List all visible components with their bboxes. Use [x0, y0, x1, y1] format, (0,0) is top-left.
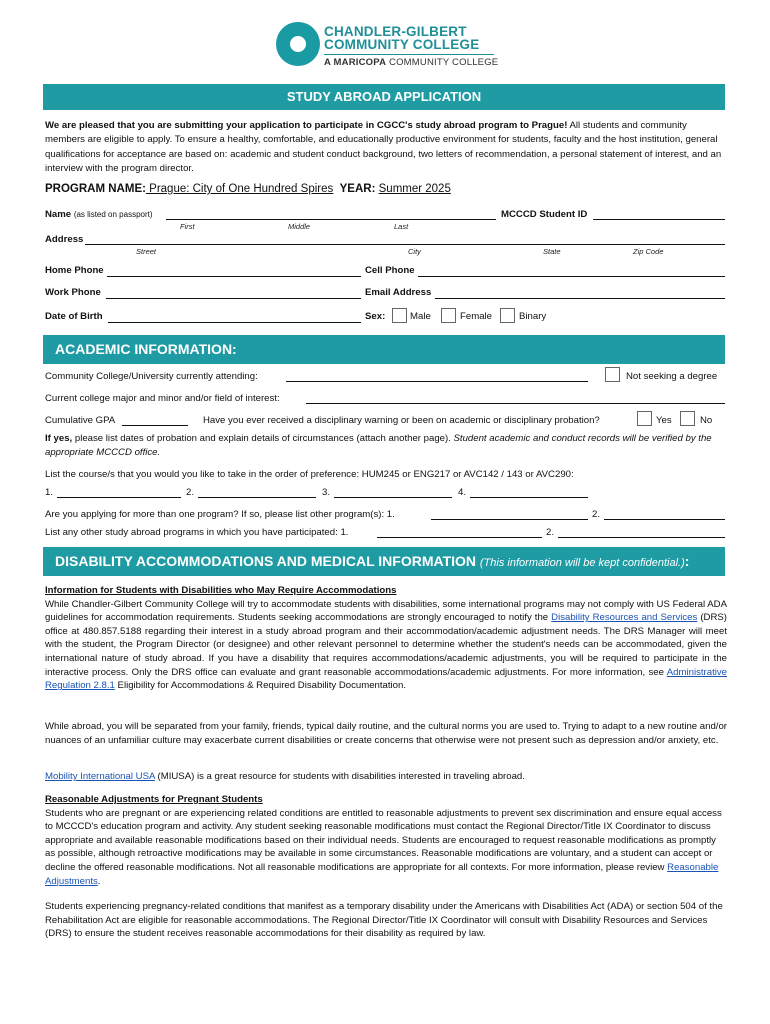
female-checkbox[interactable] — [441, 308, 456, 323]
other-programs-label: List any other study abroad programs in which you have participated: 1. — [45, 527, 349, 538]
address-label: Address — [45, 234, 84, 245]
more-program-1-input[interactable] — [431, 519, 588, 520]
student-id-label: MCCCD Student ID — [501, 209, 588, 220]
course-1-number: 1. — [45, 487, 54, 498]
more-program-2-number: 2. — [592, 509, 601, 520]
miusa-link[interactable]: Mobility International USA — [45, 771, 155, 782]
course-1-input[interactable] — [57, 497, 181, 498]
academic-section-header: ACADEMIC INFORMATION: — [43, 335, 725, 364]
email-input[interactable] — [435, 298, 725, 299]
not-seeking-degree-label: Not seeking a degree — [626, 371, 718, 382]
major-label: Current college major and minor and/or field of interest: — [45, 393, 280, 404]
disciplinary-yes-checkbox[interactable] — [637, 411, 652, 426]
miusa-paragraph: Mobility International USA (MIUSA) is a great resource for students with disabilities interested in traveling abroad. — [45, 771, 525, 782]
sex-label: Sex: — [365, 311, 386, 322]
other-program-2-input[interactable] — [558, 537, 725, 538]
logo-line-1: CHANDLER-GILBERT — [324, 24, 467, 39]
if-yes-note: If yes, please list dates of probation and explain details of circumstances (attach another page). Student academic and conduct records will be verified by the appropriate MCCCD office. — [45, 433, 712, 459]
disability-section-header: DISABILITY ACCOMMODATIONS AND MEDICAL INFORMATION (This information will be kept confidential.): — [43, 547, 725, 576]
logo-line-2: COMMUNITY COLLEGE — [324, 37, 480, 52]
program-line — [45, 183, 451, 195]
program-name-label: PROGRAM NAME: — [45, 183, 146, 195]
college-logo-icon — [276, 22, 320, 66]
courses-label: List the course/s that you would you like to take in the order of preference: HUM245 or ENG217 or AVC142 / 143 or AVC290: — [45, 469, 574, 480]
name-input[interactable] — [166, 219, 496, 220]
logo-tagline: A MARICOPA COMMUNITY COLLEGE — [324, 57, 499, 68]
disciplinary-no-label: No — [700, 415, 713, 426]
year-value: Summer 2025 — [378, 183, 451, 195]
email-label: Email Address — [365, 287, 432, 298]
more-program-2-input[interactable] — [604, 519, 725, 520]
pregnancy-paragraph: Students who are pregnant or are experiencing related conditions are entitled to reasonable adjustments to prevent sex discrimination and ensure equal access to MCCCD's education program and activity. Any student seeking reasonable modifications must contact the Regional Director/Title IX Coordinator to discuss appropriate and available reasonable modifications based on their individual needs. Students are encouraged to request reasonable modifications as promptly as possible, although retroactive modifications may be available in some circumstances. Reasonable modifications are voluntary, and a student can accept or decline the offered reasonable modifications. Not all reasonable modifications are appropriate for all contexts. For more information, please review Reasonable Adjustments. — [45, 807, 722, 887]
page-title: STUDY ABROAD APPLICATION — [43, 84, 725, 110]
disability-resources-link[interactable]: Disability Resources and Services — [551, 612, 698, 624]
other-program-1-input[interactable] — [377, 537, 542, 538]
attending-input[interactable] — [286, 381, 588, 382]
course-4-number: 4. — [458, 487, 467, 498]
not-seeking-degree-checkbox[interactable] — [605, 367, 620, 382]
male-label: Male — [410, 311, 431, 322]
program-name-value: Prague: City of One Hundred Spires — [145, 183, 334, 195]
cell-phone-label: Cell Phone — [365, 265, 415, 276]
dob-input[interactable] — [108, 322, 361, 323]
course-4-input[interactable] — [470, 497, 588, 498]
city-hint: City — [408, 247, 421, 256]
male-checkbox[interactable] — [392, 308, 407, 323]
home-phone-label: Home Phone — [45, 265, 104, 276]
year-label: YEAR: — [339, 183, 376, 195]
work-phone-input[interactable] — [106, 298, 361, 299]
pregnancy-info — [45, 793, 727, 888]
address-input[interactable] — [85, 244, 725, 245]
course-2-number: 2. — [186, 487, 195, 498]
binary-checkbox[interactable] — [500, 308, 515, 323]
state-hint: State — [543, 247, 561, 256]
gpa-input[interactable] — [122, 425, 188, 426]
disability-paragraph: While Chandler-Gilbert Community College will try to accommodate students with disabilities, some international programs may not comply with US Federal ADA guidelines for accommodation requirements. Students seeking accommodations are strongly encouraged to notify the Disability Resources and Services (DRS) office at 480.857.5188 regarding their interest in a study abroad program and their accommodation/academic adjustment needs. The DRS Manager will meet with the student, the Program Director (or designee) and other relevant personnel to determine whether the student's needs can be accommodated, given the international nature of study abroad. If you have a disability that requires accommodations/academic adjustments, you will be required to participate in the interactive process. Only the DRS office can evaluate and grant reasonable accommodations/academic adjustments. For more information, see Administrative Regulation 2.8.1 Eligibility for Accommodations & Required Disability Documentation. — [45, 598, 727, 692]
course-3-input[interactable] — [334, 497, 452, 498]
female-label: Female — [460, 311, 492, 322]
course-3-number: 3. — [322, 487, 331, 498]
more-programs-label: Are you applying for more than one program? If so, please list other program(s): 1. — [45, 509, 395, 520]
major-input[interactable] — [306, 403, 725, 404]
intro-paragraph: We are pleased that you are submitting your application to participate in CGCC's study abroad program to Prague! All students and community members are eligible to apply. To ensure a healthy, comfortable, and educationally productive environment for students, faculty and the host institution, general qualifications for acceptance are based on: academic and student conduct background, two letters of recommendation, a personal statement of interest, and an interview with the program director. — [45, 120, 722, 175]
reasonable-adjustments-link[interactable]: Reasonable Adjustments — [45, 861, 719, 887]
admin-regulation-link[interactable]: Administrative Regulation 2.8.1 — [45, 666, 727, 692]
name-label-group: Name (as listed on passport) — [45, 209, 153, 220]
last-hint: Last — [394, 222, 409, 231]
disciplinary-question: Have you ever received a disciplinary warning or been on academic or disciplinary probation? — [203, 415, 600, 426]
pregnancy-subheading: Reasonable Adjustments for Pregnant Students — [45, 794, 263, 805]
other-program-2-number: 2. — [546, 527, 555, 538]
binary-label: Binary — [519, 311, 547, 322]
cell-phone-input[interactable] — [418, 276, 725, 277]
street-hint: Street — [136, 247, 157, 256]
disability-subheading: Information for Students with Disabilities who May Require Accommodations — [45, 585, 397, 596]
home-phone-input[interactable] — [107, 276, 361, 277]
disciplinary-yes-label: Yes — [656, 415, 672, 426]
attending-label: Community College/University currently attending: — [45, 371, 258, 382]
dob-label: Date of Birth — [45, 311, 103, 322]
abroad-paragraph: While abroad, you will be separated from your family, friends, typical daily routine, and the cultural norms you are used to. Trying to adapt to a new routine and/or nuances of an unfamiliar culture may exacerbate current disabilities or create concerns that otherwise were not present such as depression and/or anxiety, etc. — [45, 721, 727, 746]
course-2-input[interactable] — [198, 497, 316, 498]
disciplinary-no-checkbox[interactable] — [680, 411, 695, 426]
zip-hint: Zip Code — [633, 247, 664, 256]
ada-paragraph: Students experiencing pregnancy-related conditions that manifest as a temporary disability under the Americans with Disabilities Act (ADA) or section 504 of the Rehabilitation Act are eligible for reasonable accommodations. The Regional Director/Title IX Coordinator will consult with Disability Resources and Services (DRS) to ensure the student receives reasonable accommodations for their disability as required by law. — [45, 901, 723, 940]
first-hint: First — [180, 222, 195, 231]
gpa-label: Cumulative GPA — [45, 415, 116, 426]
disability-info — [45, 584, 727, 693]
logo-divider — [324, 54, 494, 55]
middle-hint: Middle — [288, 222, 311, 231]
student-id-input[interactable] — [593, 219, 725, 220]
work-phone-label: Work Phone — [45, 287, 101, 298]
